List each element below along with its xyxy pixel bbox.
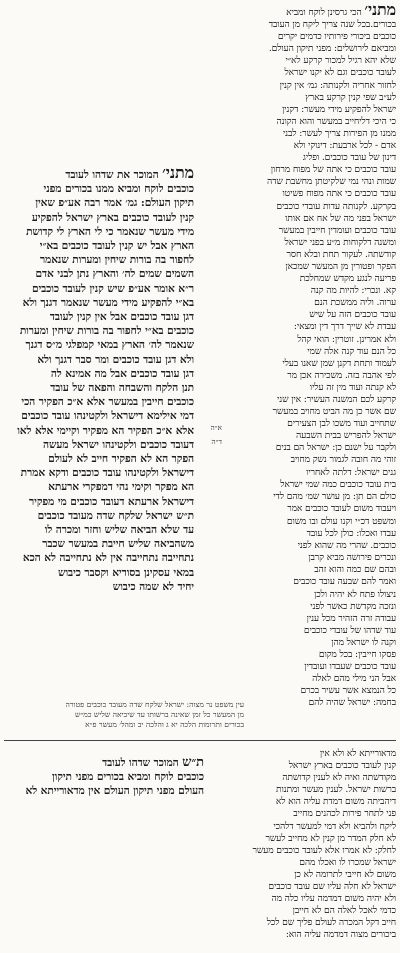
commentary-line: עובד כוכבים כי אתה מפוח פשיטו <box>282 188 396 200</box>
main-text-line: דעובד כוכבים ולקטינהו ישראל מעשה <box>43 438 194 451</box>
bottom-right-line: ברשות ישראל. לענין מעשר ומתנות <box>276 784 396 796</box>
main-header: מתני׳ <box>162 166 194 182</box>
commentary-line: שם אשר כן מה הביט מחויב במעשר <box>272 406 396 418</box>
bottom-right-line: כדמי לאכל לאלה הם לא חייבן <box>292 905 396 917</box>
note-line: עין משפט נר מצוה: ישראל שלקח שדה מעובד כוכבים פטורה <box>65 700 244 709</box>
commentary-line: עבודה זרה הזהיר מכל ענין <box>306 612 396 624</box>
commentary-line: ישראל להפקיע מידי מעשר: דקנין <box>281 103 396 115</box>
commentary-line: ונכרים פירושה מביא קרבן <box>308 552 396 564</box>
commentary-line: אדם - לכל ארבעת: דינוקי ולא <box>293 140 396 152</box>
bottom-right-line: פני לתחר פירות לכהנים מחייב <box>293 808 396 820</box>
main-text-line: דישראל ולקטינהו עובד כוכבים ודקא אמרת <box>20 467 194 480</box>
main-text-line: דמי אילימא דישראל ולקטינהו עובד כוכבים <box>21 410 194 423</box>
commentary-line: גנים ישראל: דלתה לאחריו <box>306 466 396 478</box>
main-text-line: דישראל ארעתא דעובד כוכבים מי מפקיר <box>29 495 194 508</box>
bottom-right-line: ליקח ולהביא ולא דמי למעשר דלהכי <box>273 820 396 832</box>
commentary-line: הפקר ופטורין מן המעשר שמכאן <box>285 260 396 272</box>
commentary-line: ואמר להם שבעה עובד כוכבים <box>293 576 396 588</box>
notes-lines <box>4 700 244 731</box>
commentary-line: לעובד כוכבים וגם לא יקנו ישראל <box>284 67 396 79</box>
commentary-line: בכורים.בכל שנה צריך ליקח מן העובד <box>268 19 396 31</box>
commentary-line: עובד כוכבים שעבדו ועובדין <box>304 661 396 673</box>
commentary-line: דינון של עובד כוכבים. ופליג <box>302 152 396 164</box>
bottom-right-line: דיהביתה משום דמדת עליה הוא לא <box>275 796 396 808</box>
commentary-line: הכי גרסינן לוקח ומביא <box>286 7 362 18</box>
commentary-line: לא קנתה ועוד מין זה עליו <box>309 381 396 393</box>
bottom-left-first-line: המוכר שדהו לעובד <box>102 757 179 769</box>
bottom-right-line: ישראל שמכרו לו ואכלו מהם <box>299 856 396 868</box>
main-text-block <box>4 166 194 696</box>
commentary-line: עובד כוכבים הזה על שיש <box>309 309 396 321</box>
note-line: בכורים ותרומות הלכה יא ג והלכה יב ומהל׳ מעשר פ״א <box>85 720 244 730</box>
main-text-line: במאי עסקינן בסוריא וקסבר כיבוש <box>58 566 194 579</box>
main-text-line: כוכבים בא״י לחפור בה בורות שיחין ומערות <box>19 325 194 338</box>
commentary-line: פסקו חייבין: בכל מקום <box>318 649 396 661</box>
margin-label-b: ד״ה <box>211 437 222 446</box>
bottom-right-line: ישראל לא חלה עליו שם עובד כוכבים <box>268 881 396 893</box>
commentary-lines-bottom <box>226 516 396 706</box>
bottom-left-line: העולם מפני תיקון העולם אין מדאורייתא לא <box>25 785 204 798</box>
commentary-line: כל הנם עוד קנה אלה שמי <box>307 345 396 357</box>
commentary-line: בית עובד כוכבים כמה שמי ישראל <box>280 478 396 490</box>
bottom-right-line: מדאורייתא לא ולא אין <box>319 748 396 759</box>
bottom-right-line: לחלק: לא אמרו אלא לעובד כוכבים מעשר <box>252 844 396 856</box>
bottom-left-lines <box>4 770 204 798</box>
commentary-line: עובד כוכבים ועומדין חייבין במעשר <box>278 224 396 236</box>
commentary-header-line <box>226 4 396 19</box>
note-line: מן המעשר כל זמן שאינה ברשותו עד שיביאה שליש כמ״ש <box>75 710 244 720</box>
commentary-line: עבדת לא שייך דרך דין ומצאי: <box>293 321 396 333</box>
main-text-line: כוכבים חייבין במעשר אלא א״כ הפקיר הכי <box>21 396 194 409</box>
bottom-right-line: לא חלק המדר מן קנין לא מחייב לעשר <box>265 832 396 844</box>
main-first-line: המוכר את שדהו לעובד <box>65 169 159 181</box>
commentary-line: שלא יהא רגיל למכור קרקע לא״י <box>285 55 396 67</box>
commentary-line: קרקע לכם המשנה העשיר: אין שני <box>277 394 396 405</box>
commentary-line: אבל הני מילי מהם לאלה <box>312 673 396 685</box>
main-text-line: משהביאה שליש חייבת במעשר שכבר <box>42 538 194 551</box>
bottom-left-line: כוכבים לוקח ומביא בכורים מפני תיקון <box>52 771 204 784</box>
commentary-line: זוהי מה חובה לגמור נשק מחויב <box>290 454 396 466</box>
main-text-line: הא מפקר וקימי נהי דמפקרי ארעתא <box>48 481 194 494</box>
commentary-line: כל הנמצא אשר עשיר בכרם <box>300 685 396 697</box>
commentary-line: כוכבים. שהרי מה שהוא לפני <box>297 540 396 552</box>
bottom-right-line: ולא יהיה משום דמדמה עליו כלה מה <box>271 893 396 905</box>
commentary-line: ישראל בפני מה של אח אם אותו <box>285 212 396 224</box>
main-text-line: ולא דגן עובד כוכבים ומר סבר דגנך ולא <box>37 353 194 366</box>
commentary-line: ניצולו פתח לא יהיה ולכן <box>314 588 396 600</box>
main-text-line: שנאמר לה׳ הארץ במאי קמפלגי מ״ס דגנך <box>25 339 194 352</box>
commentary-line: בחמה: ישראל שהיה להם <box>308 697 396 706</box>
main-text-line: נתחייבה נתחייבה אין לא נתחייבה לא הכא <box>22 552 194 565</box>
commentary-line: ולקבר על ישנם כן: ישראל הם בנים <box>275 442 396 454</box>
main-text-line: ת״ש ישראל שלקח שדה מעובד כוכבים <box>37 509 194 522</box>
bottom-right-line: קנין לעובד כוכבים בארץ ישראל <box>288 760 396 772</box>
commentary-line: ונזכה מקדשת כאשר לפני <box>310 600 396 612</box>
commentary-column-bottom <box>226 516 396 706</box>
main-text-line: תנן הלקח והשבחה והפאה של עובד <box>50 382 194 395</box>
commentary-line: שמות ונהי נמי שלקיטתן מחשבת שדה <box>267 176 396 188</box>
commentary-line: עובד כוכבים כי אתה של מפוח מרחון <box>270 164 396 176</box>
main-text-line: לחפור בה בורות שיחין ומערות שנאמר <box>39 254 194 267</box>
main-text-line: השמים שמים לה׳ והארץ נתן לבני אדם <box>35 268 194 281</box>
commentary-line: פריעה לנגע מקדש שמחלכת <box>299 273 396 285</box>
main-text-line: עד שלא הביאה שליש וחזר ומכרה לו <box>44 524 194 537</box>
margin-label-a: א״ה <box>210 423 222 432</box>
main-text-line: הפקר הא לא הפקיר חייב לא לעולם <box>48 453 194 466</box>
commentary-line: עוד שדהו של עובדי כוכבים <box>303 624 396 636</box>
commentary-line: ומשפט דכ״י וקנו עולם ובו משום <box>286 516 396 527</box>
commentary-line: ולא אמרינן. זוטרין: הואי קהל <box>297 333 396 345</box>
main-text-line: מידי מעשר שנאמר כי לי הארץ לי קדושת <box>26 225 194 238</box>
main-text-line: יחיד לא שמה כיבוש <box>112 580 194 593</box>
commentary-line: וקנה לו ישראל מהן <box>331 636 396 648</box>
commentary-line: שתחייב ועוד משכו לבן הצעירים <box>287 418 396 430</box>
bottom-left-header-line <box>4 756 204 770</box>
commentary-line: בקרקע. לקנותה עדות עובדי כוכבים <box>276 200 396 212</box>
main-header-line <box>4 166 194 182</box>
commentary-line: כוכבים ביכורי פירותיו כדמים יקרים <box>277 31 396 43</box>
commentary-line: לחזור אחריה ולקנותה: גמ׳ אין קנין <box>279 79 396 91</box>
commentary-line: לעמוד ותחת דקנן שמן שאנו בעלי <box>282 357 396 369</box>
commentary-line: ישראל להפריש בבית השבעה <box>296 430 396 442</box>
commentary-line: כי היכי דליחייב במעשר והוא הקונה <box>276 115 396 127</box>
commentary-line: קודשתה. לעקור תחת ובלא חסר <box>286 248 396 260</box>
main-text-line: דגן עובד כוכבים אבל אין קנין לעובד <box>49 311 194 324</box>
bottom-right-lines <box>226 748 396 942</box>
commentary-line: ומשנה דלקוחות מ״ע בפני ישראל <box>284 236 396 248</box>
main-text-line: בא״י להפקיע מידי מעשר שנאמר דגנך ולא <box>22 296 194 309</box>
commentary-column-top <box>226 4 396 516</box>
main-text-line: תיקון העולם: גמ׳ אמר רבה אע״פ שאין <box>35 197 194 210</box>
bottom-left-header: ת״ש <box>182 756 204 770</box>
commentary-line: ממנו מן הפירות צריך לעשר: לבני <box>282 127 396 139</box>
main-text-line: אלא א״כ הפקיר הא מפקיר וקיימי אלא לאו <box>17 424 194 437</box>
commentary-line: כולם הם תן: מן עושר שמ׳ מהם לדי <box>273 490 396 502</box>
bottom-right-line: משום לא חייבי לתרומה לא כן <box>294 868 396 880</box>
commentary-line: ובהם שם כמה והוא זהב <box>314 564 396 576</box>
main-text-line: כוכבים לוקח ומביא ממנו בכורים מפני <box>43 183 194 196</box>
main-text-line: קנין לעובד כוכבים בארץ ישראל להפקיע <box>31 211 194 224</box>
main-text-line: הארץ אבל יש קנין לעובד כוכבים בא״י <box>39 240 194 253</box>
main-text-line: ר״א אומר אע״פ שיש קנין לעובד כוכבים <box>31 282 194 295</box>
commentary-line: לע״ב שפי קנין קרקע בארץ <box>305 91 396 103</box>
main-lines <box>4 182 194 594</box>
bottom-right-line: חייב דקל המכרה לעולם פליך שם לכל <box>266 917 396 929</box>
commentary-header: מתני׳ <box>364 4 396 19</box>
main-text-line: דגן עובד כוכבים אבל מה אמינא לה <box>50 367 194 380</box>
bottom-right-commentary <box>226 748 396 948</box>
commentary-line: לפי אהבה בזה. משכירה אכן מר <box>287 369 396 381</box>
commentary-line: ומביאם לירושלים: מפני תיקון העולם. <box>268 43 396 55</box>
bottom-left-block <box>4 756 204 816</box>
notes-block <box>4 700 244 736</box>
commentary-line: עבדו ואכלו: כולן לכל עובד <box>306 528 396 540</box>
commentary-line: ערוה. וליה ממשכת הנם <box>314 297 396 309</box>
divider <box>4 740 396 741</box>
bottom-right-line: ביכורים מצוה דמדמה עליה הוא: <box>285 929 396 941</box>
bottom-right-line: מקודשתה ואיה לא לענין קדושתה <box>282 772 396 784</box>
commentary-line: ויעבוד משום לעובד כוכבים אמר <box>287 502 396 514</box>
commentary-line: קא. ונכרי: להיות מה קנה <box>310 285 396 297</box>
commentary-lines <box>226 19 396 515</box>
